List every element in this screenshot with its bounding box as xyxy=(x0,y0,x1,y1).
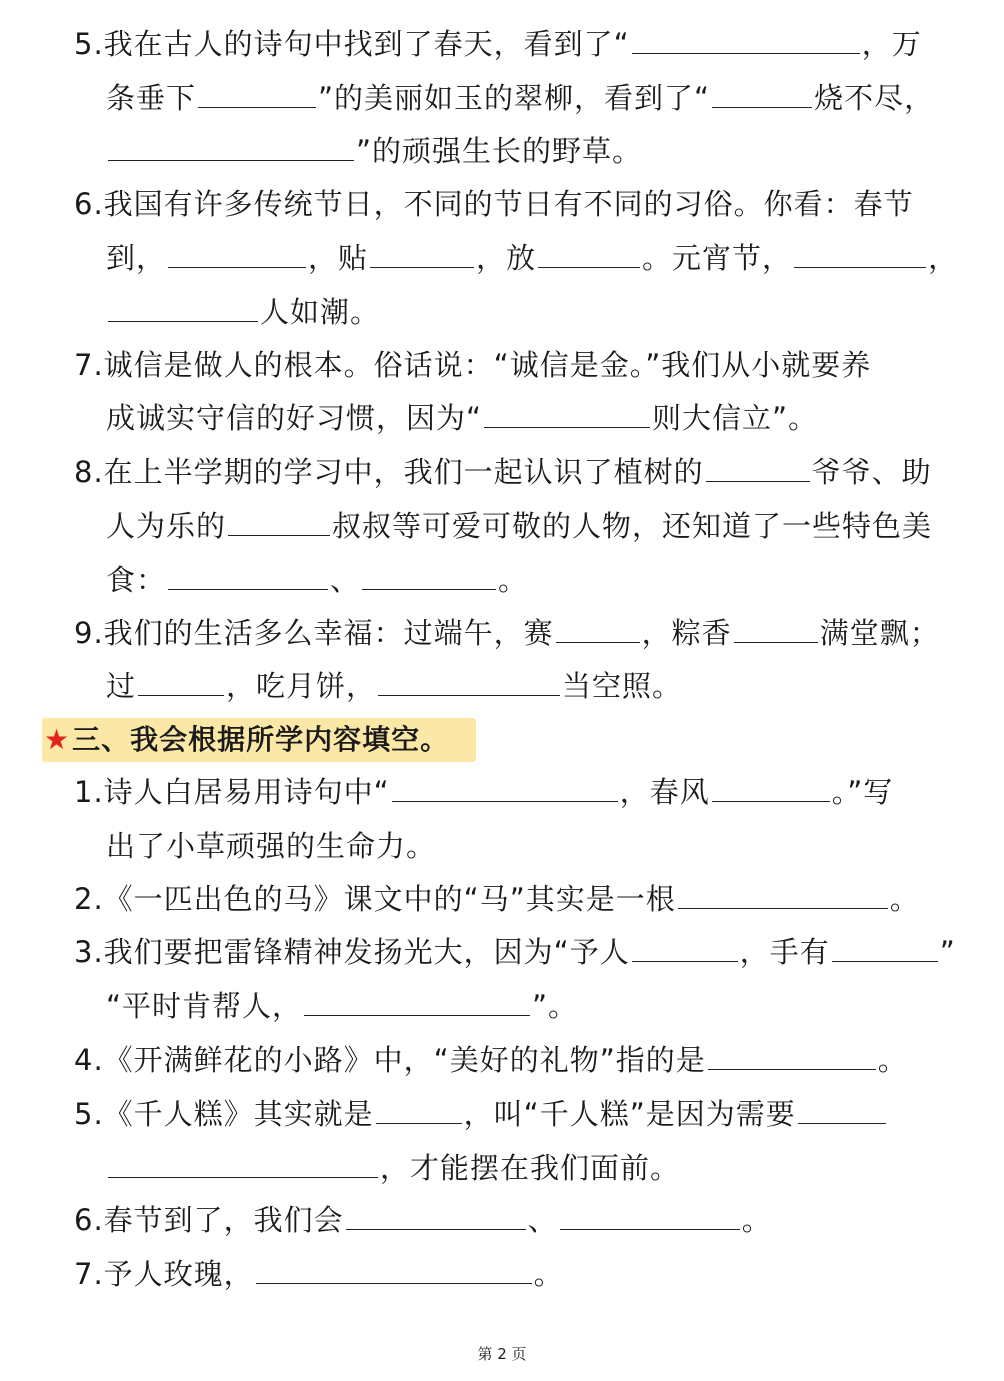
q9-blank-3[interactable] xyxy=(138,667,224,696)
q5-blank-3[interactable] xyxy=(712,79,812,108)
s3-q4-line xyxy=(74,1040,908,1080)
q6-text: 人如潮。 xyxy=(260,295,381,329)
q7-text: 则大信立”。 xyxy=(652,401,819,435)
s3-q2-blank[interactable] xyxy=(678,880,888,909)
q8-text: 、 xyxy=(330,563,361,597)
q9-line-2 xyxy=(106,666,682,706)
q8-line-3 xyxy=(106,560,528,600)
q5-text: ”的美丽如玉的翠柳，看到了“ xyxy=(318,81,711,115)
s3-q3-line-2 xyxy=(106,986,578,1026)
page-number: 第 2 页 xyxy=(477,1345,527,1363)
s3-q3-text: “平时肯帮人， xyxy=(106,989,303,1023)
q8-blank-4[interactable] xyxy=(362,561,496,590)
q5-text: 条垂下 xyxy=(106,81,197,115)
s3-q4-blank[interactable] xyxy=(708,1041,876,1070)
star-icon: ★ xyxy=(44,723,71,756)
q5-text: ，万 xyxy=(861,27,922,61)
q8-text: 人为乐的 xyxy=(106,509,227,543)
q6-text: 6.我国有许多传统节日，不同的节日有不同的习俗。你看：春节 xyxy=(74,187,914,221)
s3-q7-text: 7.予人玫瑰， xyxy=(74,1257,254,1291)
q7-line-1 xyxy=(74,345,871,385)
s3-q6-line xyxy=(74,1200,772,1240)
q6-blank-5[interactable] xyxy=(108,293,258,322)
s3-q1-text: 出了小草顽强的生命力。 xyxy=(106,829,437,863)
q6-line-1 xyxy=(74,184,914,224)
q8-text: 。 xyxy=(498,563,529,597)
s3-q1-blank-1[interactable] xyxy=(392,773,618,802)
s3-q3-blank-2[interactable] xyxy=(832,933,938,962)
s3-q2-text: 2.《一匹出色的马》课文中的“马”其实是一根 xyxy=(74,882,676,916)
s3-q5-line-2 xyxy=(106,1148,680,1188)
s3-q1-blank-2[interactable] xyxy=(712,773,830,802)
q8-text: 爷爷、助 xyxy=(811,455,932,489)
s3-q1-line-2 xyxy=(106,826,436,866)
q6-blank-3[interactable] xyxy=(538,239,640,268)
q8-line-1 xyxy=(74,452,932,492)
s3-q1-text: 。”写 xyxy=(831,775,894,809)
s3-q5-text: 5.《千人糕》其实就是 xyxy=(74,1097,374,1131)
q5-line-3 xyxy=(106,131,642,171)
q7-blank-1[interactable] xyxy=(484,399,650,428)
q6-line-2 xyxy=(106,238,958,278)
s3-q5-blank-2[interactable] xyxy=(798,1095,886,1124)
q9-blank-4[interactable] xyxy=(378,667,560,696)
q5-line-1 xyxy=(74,24,922,64)
q9-text: 9.我们的生活多么幸福：过端午，赛 xyxy=(74,616,554,650)
s3-q3-line-1 xyxy=(74,932,956,972)
q9-blank-1[interactable] xyxy=(556,614,640,643)
q6-text: ，放 xyxy=(476,241,537,275)
q6-blank-4[interactable] xyxy=(794,239,926,268)
section-title: 三、我会根据所学内容填空。 xyxy=(72,723,450,756)
s3-q3-blank-3[interactable] xyxy=(304,987,530,1016)
s3-q3-blank-1[interactable] xyxy=(632,933,738,962)
q5-blank-4[interactable] xyxy=(108,132,354,161)
s3-q5-blank-1[interactable] xyxy=(376,1095,462,1124)
section-heading xyxy=(42,718,476,762)
q9-text: 满堂飘； xyxy=(819,616,940,650)
q5-blank-2[interactable] xyxy=(198,79,316,108)
s3-q7-text: 。 xyxy=(533,1257,564,1291)
s3-q5-blank-3[interactable] xyxy=(108,1149,378,1178)
q6-text: ，贴 xyxy=(308,241,369,275)
s3-q5-line-1 xyxy=(74,1094,888,1134)
q6-blank-1[interactable] xyxy=(168,239,306,268)
s3-q6-text: 、 xyxy=(527,1203,558,1237)
q5-line-2 xyxy=(106,78,934,118)
s3-q4-text: 4.《开满鲜花的小路》中，“美好的礼物”指的是 xyxy=(74,1043,706,1077)
s3-q7-blank[interactable] xyxy=(256,1255,532,1284)
q9-text: ，吃月饼， xyxy=(226,669,377,703)
s3-q2-text: 。 xyxy=(889,882,920,916)
q6-text: 。元宵节， xyxy=(642,241,793,275)
s3-q5-text: ，才能摆在我们面前。 xyxy=(380,1151,681,1185)
q6-text: ， xyxy=(928,241,959,275)
q9-text: ，粽香 xyxy=(641,616,732,650)
q9-line-1 xyxy=(74,613,940,653)
s3-q1-text: ，春风 xyxy=(619,775,710,809)
q8-blank-1[interactable] xyxy=(706,453,810,482)
s3-q7-line xyxy=(74,1254,564,1294)
q5-text: ”的顽强生长的野草。 xyxy=(356,134,643,168)
q7-text: 成诚实守信的好习惯，因为“ xyxy=(106,401,483,435)
q5-text: 烧不尽， xyxy=(814,81,935,115)
q6-line-3 xyxy=(106,292,380,332)
s3-q5-text: ，叫“千人糕”是因为需要 xyxy=(463,1097,796,1131)
q9-text: 当空照。 xyxy=(562,669,683,703)
s3-q3-text: ” xyxy=(939,935,956,969)
q9-blank-2[interactable] xyxy=(734,614,818,643)
s3-q3-text: ”。 xyxy=(532,989,579,1023)
q7-line-2 xyxy=(106,398,818,438)
q8-blank-3[interactable] xyxy=(168,561,328,590)
q7-text: 7.诚信是做人的根本。俗话说：“诚信是金。”我们从小就要养 xyxy=(74,348,872,382)
s3-q4-text: 。 xyxy=(877,1043,908,1077)
q9-text: 过 xyxy=(106,669,137,703)
q5-blank-1[interactable] xyxy=(632,25,860,54)
s3-q2-line xyxy=(74,879,920,919)
s3-q6-blank-2[interactable] xyxy=(560,1201,740,1230)
q8-text: 食： xyxy=(106,563,167,597)
q6-text: 到， xyxy=(106,241,167,275)
s3-q1-line-1 xyxy=(74,772,893,812)
q8-text: 叔叔等可爱可敬的人物，还知道了一些特色美 xyxy=(332,509,933,543)
s3-q3-text: ，手有 xyxy=(739,935,830,969)
s3-q1-text: 1.诗人白居易用诗句中“ xyxy=(74,775,390,809)
s3-q6-text: 6.春节到了，我们会 xyxy=(74,1203,344,1237)
q8-blank-2[interactable] xyxy=(228,507,330,536)
s3-q6-blank-1[interactable] xyxy=(346,1201,526,1230)
s3-q3-text: 3.我们要把雷锋精神发扬光大，因为“予人 xyxy=(74,935,630,969)
q8-line-2 xyxy=(106,506,932,546)
q6-blank-2[interactable] xyxy=(370,239,474,268)
q8-text: 8.在上半学期的学习中，我们一起认识了植树的 xyxy=(74,455,704,489)
q5-text: 5.我在古人的诗句中找到了春天，看到了“ xyxy=(74,27,630,61)
s3-q6-text: 。 xyxy=(741,1203,772,1237)
